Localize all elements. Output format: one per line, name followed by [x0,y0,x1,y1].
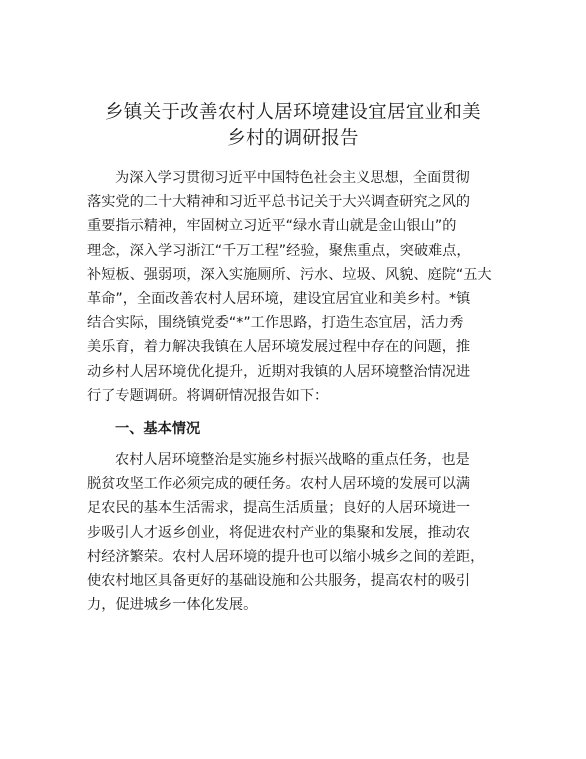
text-line: 步吸引人才返乡创业，将促进农村产业的集聚和发展，推动农 [87,524,471,541]
document-body [87,166,499,617]
title-line: 乡镇关于改善农村人居环境建设宜居宜业和美 [104,102,481,123]
text-line: 结合实际，围绕镇党委“*”工作思路，打造生态宜居，活力秀 [87,315,464,332]
text-line: 重要指示精神，牢固树立习近平“绿水青山就是金山银山”的 [87,218,457,235]
section-paragraph [87,448,499,617]
text-line: 动乡村人居环境优化提升，近期对我镇的人居环境整治情况进 [87,363,471,380]
text-line: 落实党的二十大精神和习近平总书记关于大兴调查研究之风的 [87,194,471,211]
intro-paragraph [87,166,499,408]
text-line: 为深入学习贯彻习近平中国特色社会主义思想，全面贯彻 [115,170,470,186]
document-title [80,100,506,152]
text-line: 村经济繁荣。农村人居环境的提升也可以缩小城乡之间的差距， [87,548,485,565]
text-line: 补短板、强弱项，深入实施厕所、污水、垃圾、风貌、庭院“五大 [87,266,492,283]
text-line: 足农民的基本生活需求，提高生活质量；良好的人居环境进一 [87,500,471,517]
title-line: 乡村的调研报告 [227,128,359,149]
text-line: 使农村地区具备更好的基础设施和公共服务，提高农村的吸引 [87,573,471,590]
text-line: 力，促进城乡一体化发展。 [87,597,258,614]
text-line: 农村人居环境整治是实施乡村振兴战略的重点任务，也是 [115,452,470,469]
text-line: 脱贫攻坚工作必须完成的硬任务。农村人居环境的发展可以满 [87,476,471,493]
text-line: 行了专题调研。将调研情况报告如下： [87,387,329,404]
text-line: 理念，深入学习浙江“千万工程”经验，聚焦重点，突破难点， [87,242,471,259]
section-heading: 一、基本情况 [115,421,201,438]
text-line: 革命”，全面改善农村人居环境，建设宜居宜业和美乡村。*镇 [87,291,471,308]
text-line: 美乐育，着力解决我镇在人居环境发展过程中存在的问题，推 [87,339,471,356]
